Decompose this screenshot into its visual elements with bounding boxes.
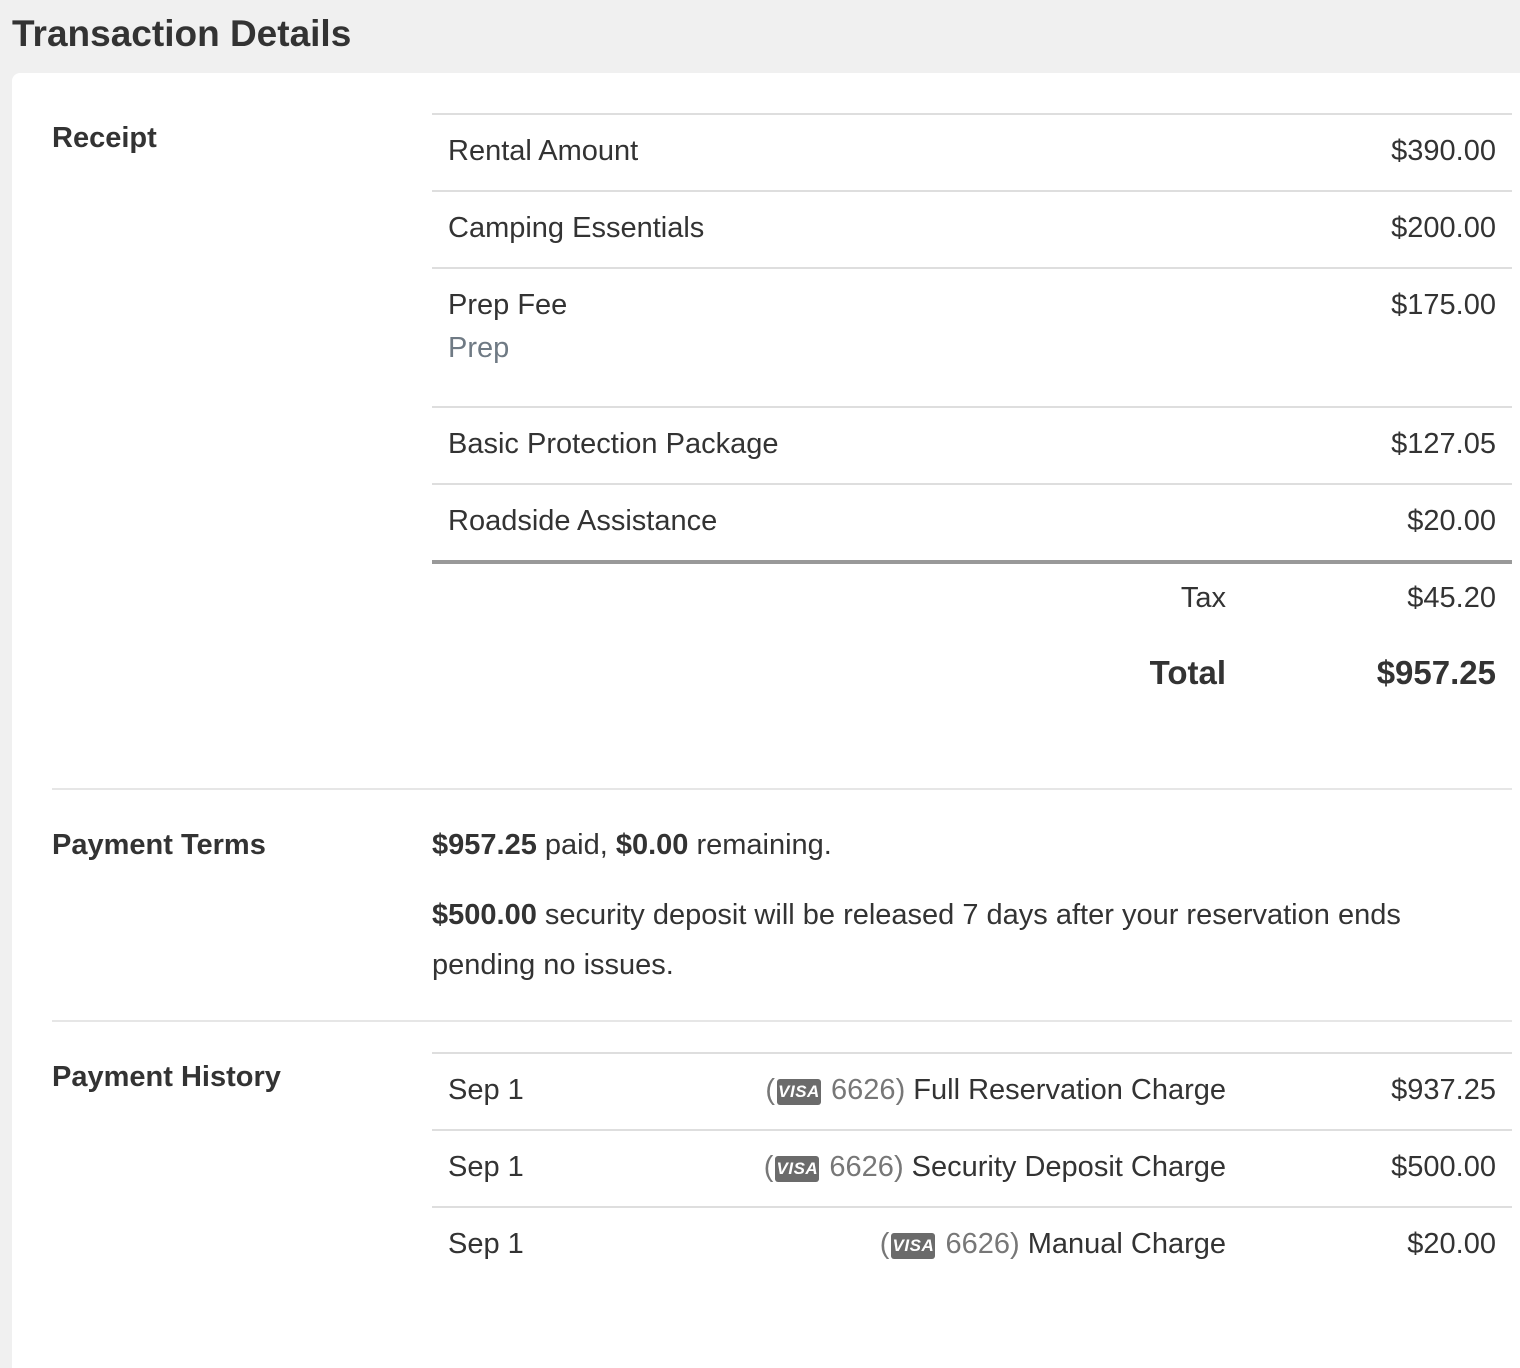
line-item-label: Rental Amount [448,135,639,167]
remaining-amount: $0.00 [615,829,689,861]
section-divider [52,1020,1512,1022]
payment-history-label: Payment History [52,1061,281,1093]
receipt-row-camping-essentials [432,192,1512,269]
deposit-text: security deposit will be released 7 days after your reservation ends pending no issues. [432,899,1401,981]
total-amount: $957.25 [1376,654,1496,691]
visa-card-icon: VISA [777,1079,821,1105]
payment-history-row [432,1131,1512,1208]
section-divider [52,788,1512,790]
receipt-row-prep-fee [432,269,1512,408]
receipt-row-basic-protection [432,408,1512,485]
line-item-amount: $200.00 [1391,212,1496,244]
line-item-amount: $127.05 [1391,428,1496,460]
line-item-label: Prep Fee [448,289,568,321]
charge-description: Full Reservation Charge [913,1074,1226,1106]
receipt-row-rental-amount [432,115,1512,192]
payment-description: ( VISA 6626) Security Deposit Charge [763,1151,1226,1183]
receipt-line-items [432,113,1512,564]
payment-history-list [432,1052,1512,1283]
charge-description: Manual Charge [1027,1228,1226,1260]
payment-history-row [432,1208,1512,1283]
tax-label: Tax [1180,582,1226,614]
remaining-text: remaining. [688,829,832,861]
total-row [432,642,1512,720]
payment-terms-body [432,820,1512,990]
payment-amount: $937.25 [1391,1074,1496,1106]
charge-description: Security Deposit Charge [911,1151,1226,1183]
receipt-label: Receipt [52,122,157,154]
visa-card-icon: VISA [891,1233,935,1259]
card-last4: 6626 [945,1228,1010,1260]
paid-amount: $957.25 [432,829,537,861]
receipt-table [432,113,1512,720]
line-item-label: Roadside Assistance [448,505,718,537]
line-item-label: Camping Essentials [448,212,705,244]
payment-description: ( VISA 6626) Full Reservation Charge [765,1074,1226,1106]
card-last4: 6626 [829,1151,894,1183]
payment-date: Sep 1 [448,1228,524,1260]
total-label: Total [1149,654,1226,691]
line-item-sublabel: Prep [448,332,510,364]
security-deposit-text [432,890,1512,990]
paid-text: paid, [536,829,616,861]
payment-date: Sep 1 [448,1074,524,1106]
payment-history-table [432,1052,1512,1283]
payment-description: ( VISA 6626) Manual Charge [879,1228,1226,1260]
visa-card-icon: VISA [775,1156,819,1182]
page-title: Transaction Details [12,13,352,54]
tax-row [432,564,1512,642]
tax-amount: $45.20 [1407,582,1496,614]
payment-status-text [432,820,1512,870]
line-item-label: Basic Protection Package [448,428,779,460]
receipt-row-roadside-assistance [432,485,1512,564]
line-item-amount: $175.00 [1391,289,1496,321]
payment-amount: $20.00 [1407,1228,1496,1260]
payment-history-row [432,1054,1512,1131]
payment-amount: $500.00 [1391,1151,1496,1183]
card-last4: 6626 [831,1074,896,1106]
payment-date: Sep 1 [448,1151,524,1183]
deposit-amount: $500.00 [432,899,537,931]
transaction-details-card [12,73,1520,1368]
line-item-amount: $390.00 [1391,135,1496,167]
line-item-amount: $20.00 [1407,505,1496,537]
payment-terms-label: Payment Terms [52,829,266,861]
